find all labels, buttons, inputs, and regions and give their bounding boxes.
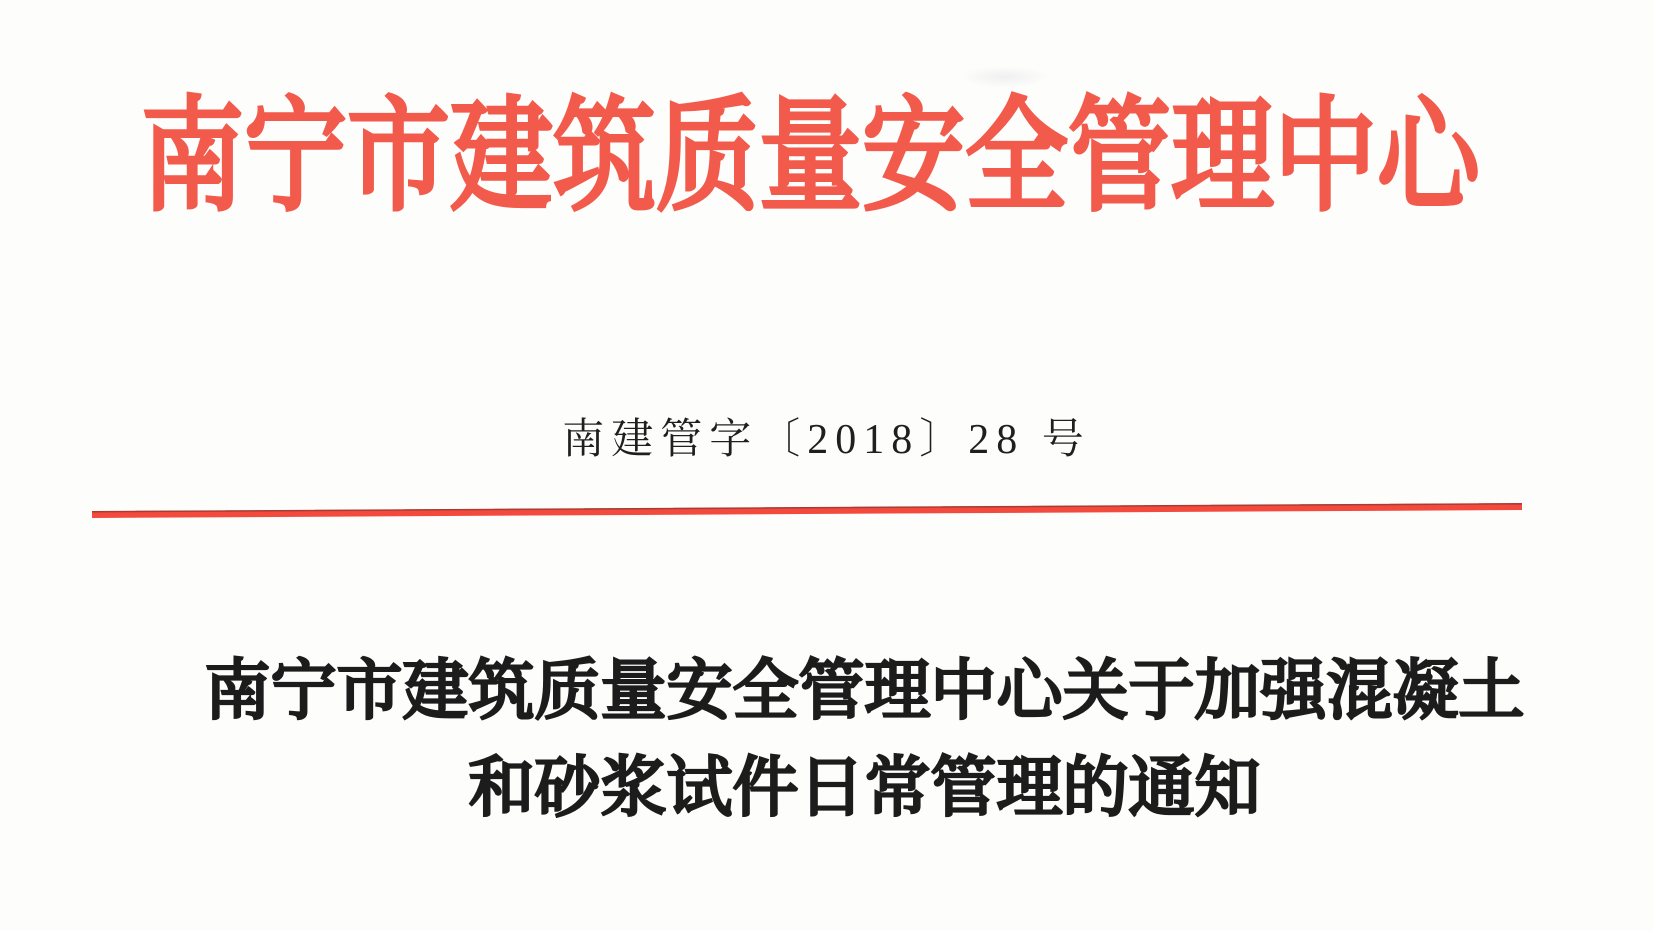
- agency-header-text: 南宁市建筑质量安全管理中心: [141, 89, 1480, 227]
- document-number: 南建管字〔2018〕28 号: [562, 417, 1091, 463]
- notice-title-line-1: 南宁市建筑质量安全管理中心关于加强混凝土: [204, 655, 1525, 728]
- agency-header: [0, 89, 1653, 227]
- notice-title: [38, 643, 1653, 837]
- notice-title-line-2: 和砂浆试件日常管理的通知: [468, 752, 1261, 825]
- scan-smudge-artifact: [960, 66, 1050, 88]
- red-divider-rule: [92, 503, 1522, 518]
